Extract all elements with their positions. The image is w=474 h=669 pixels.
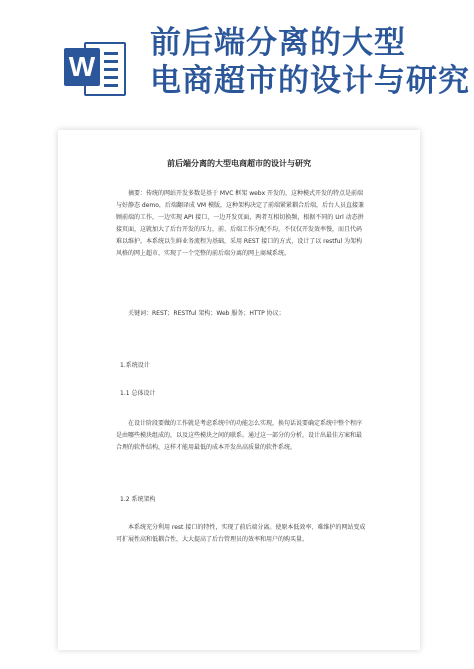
body-paragraph-1: 在设计阶段要做的工作就是考虑系统中的功能怎么实现，换句话说要确定系统中整个程序是由哪些模块组成的，以及这些模块之间的联系。通过这一部分的分析，设计出最佳方案和最合理的软件结构，这样才能用最低的成本开发出高质量的软件系统。 [116,420,363,451]
section-heading-1-1: 1.1 总体设计 [120,390,156,397]
word-letter-badge: W [64,48,100,86]
document-heading-line-1: 前后端分离的大型 [150,25,406,61]
abstract-paragraph: 摘要：传统的网站开发多数是基于 MVC 框架 webx 开发的，这种模式开发的特点是前端与好静态 demo，后端翻译成 VM 模版，这种架构决定了前端紧紧耦合后端，后台人员直接兼顾前端的工作，一边实现 API 接口，一边开发页面，两者互相切换频，根据不同的 Url 动态拼接页面，这就加大了后台开发的压力，前、后端工作分配不均，不仅仅开发效率慢，而且代码难以维护。本系统以生鲜业务流程为基础，采用 REST 接口的方式，设计了以 restful 为架构风格的网上超市，实现了一个完整的前后端分离的网上商城系统。 [116,190,365,257]
word-icon [64,40,126,96]
section-heading-1-2: 1.2 系统架构 [120,496,156,503]
section-heading-1: 1.系统设计 [120,362,150,369]
document-heading [150,24,470,100]
header [0,0,474,120]
paper-title: 前后端分离的大型电商超市的设计与研究 [167,159,311,168]
document-heading-line-2: 电商超市的设计与研究 [150,63,470,99]
keywords-line: 关键词：REST；RESTful 架构；Web 服务；HTTP 协议； [128,310,285,317]
document-page [58,130,420,650]
body-paragraph-2: 本系统充分利用 rest 接口的特性，实现了前后端分离。使原本低效率、难维护的网站变成可扩展性高和低耦合性，大大提高了后台管理员的效率和用户的购买量。 [116,524,366,543]
